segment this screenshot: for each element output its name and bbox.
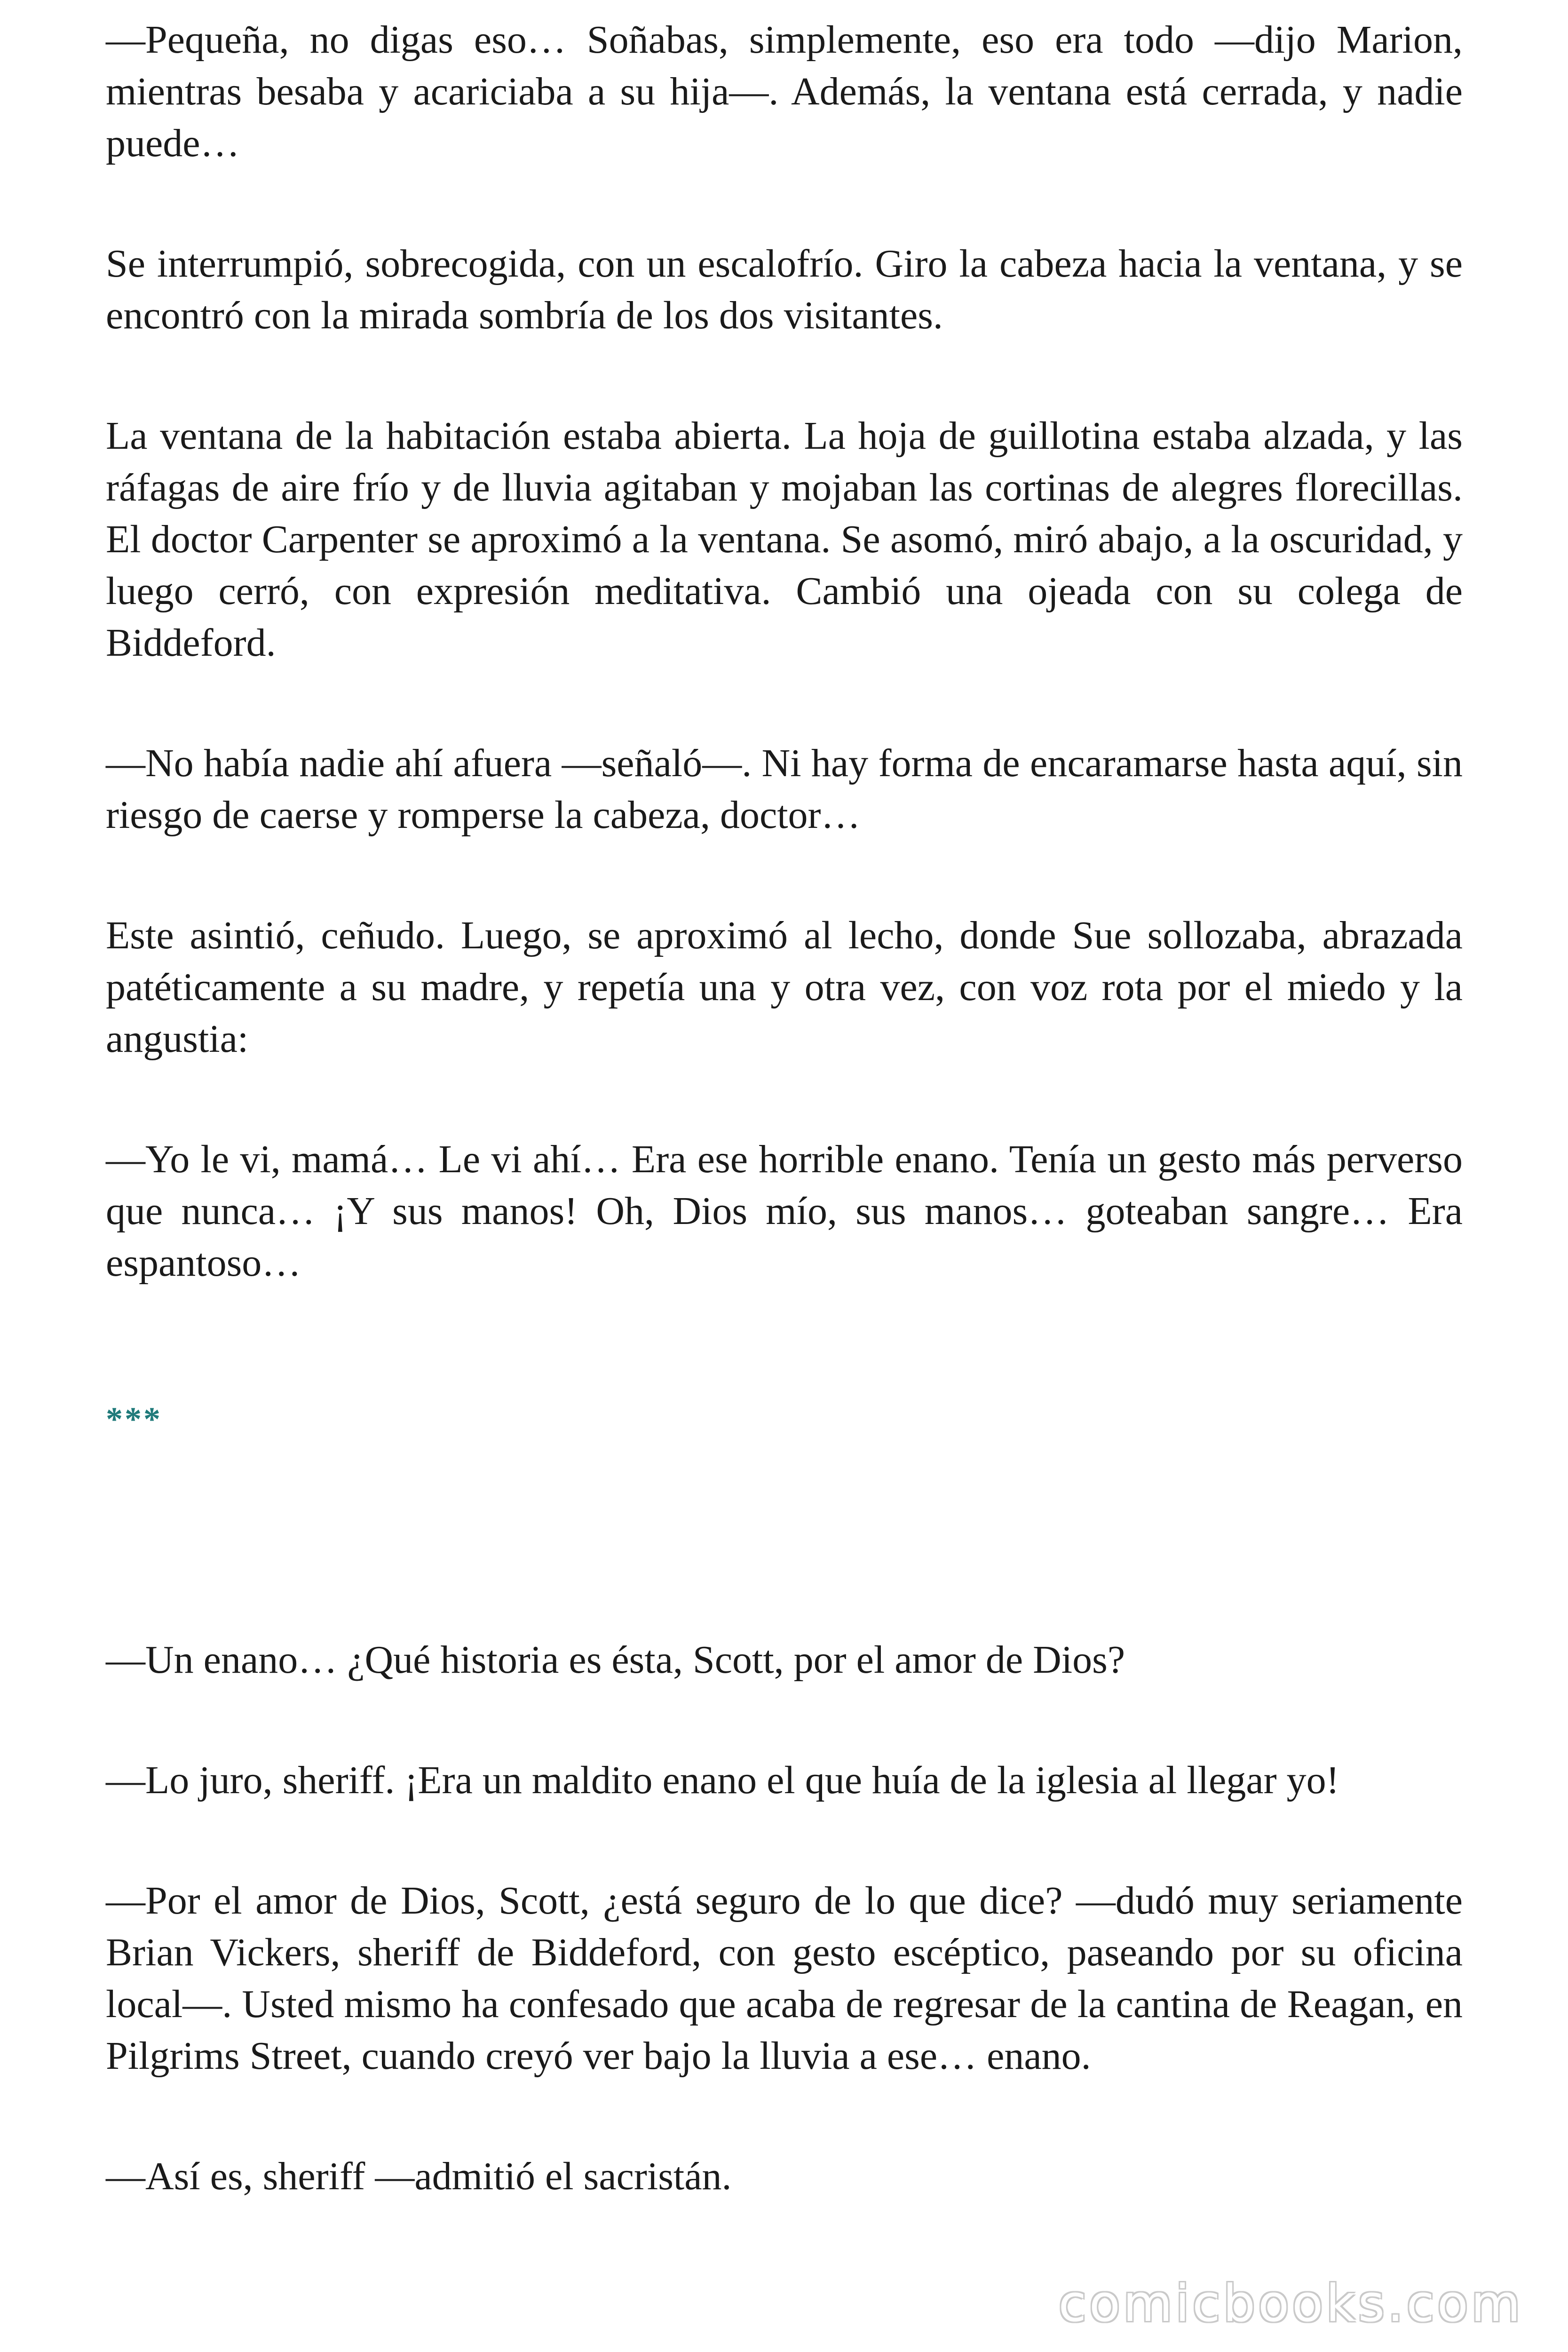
paragraph: La ventana de la habitación estaba abierta. La hoja de guillotina estaba alzada, y las ráfagas de aire frío y de lluvia agitaban y mojaban las cortinas de alegres florecillas. El doctor Carpenter se aproximó a la ventana. Se asomó, miró abajo, a la oscuridad, y luego cerró, con expresión meditativa. Cambió una ojeada con su colega de Biddeford. — [106, 414, 1463, 665]
section-spacer — [106, 1445, 1463, 1634]
section-separator: *** — [106, 1400, 162, 1438]
paragraph: —Yo le vi, mamá… Le vi ahí… Era ese horrible enano. Tenía un gesto más perverso que nunca… ¡Y sus manos! Oh, Dios mío, sus manos… goteaban sangre… Era espantoso… — [106, 1137, 1463, 1285]
paragraph: Este asintió, ceñudo. Luego, se aproximó al lecho, donde Sue sollozaba, abrazada patéticamente a su madre, y repetía una y otra vez, con voz rota por el miedo y la angustia: — [106, 914, 1463, 1061]
paragraph: Se interrumpió, sobrecogida, con un escalofrío. Giro la cabeza hacia la ventana, y se encontró con la mirada sombría de los dos visitantes. — [106, 242, 1463, 337]
paragraph: —Por el amor de Dios, Scott, ¿está seguro de lo que dice? —dudó muy seriamente Brian Vickers, sheriff de Biddeford, con gesto escéptico, paseando por su oficina local—. Usted mismo ha confesado que acaba de regresar de la cantina de Reagan, en Pilgrims Street, cuando creyó ver bajo la lluvia a ese… enano. — [106, 1879, 1463, 2078]
section-spacer — [106, 1289, 1463, 1393]
paragraph: —No había nadie ahí afuera —señaló—. Ni hay forma de encaramarse hasta aquí, sin riesgo de caerse y romperse la cabeza, doctor… — [106, 741, 1463, 837]
paragraph: —Un enano… ¿Qué historia es ésta, Scott, por el amor de Dios? — [106, 1638, 1125, 1682]
document-page — [106, 14, 1463, 2202]
paragraph: —Así es, sheriff —admitió el sacristán. — [106, 2154, 732, 2198]
paragraph: —Lo juro, sheriff. ¡Era un maldito enano el que huía de la iglesia al llegar yo! — [106, 1758, 1339, 1802]
paragraph: —Pequeña, no digas eso… Soñabas, simplemente, eso era todo —dijo Marion, mientras besaba y acariciaba a su hija—. Además, la ventana está cerrada, y nadie puede… — [106, 18, 1463, 165]
watermark-logo: comicbooks.com — [1058, 2274, 1523, 2333]
